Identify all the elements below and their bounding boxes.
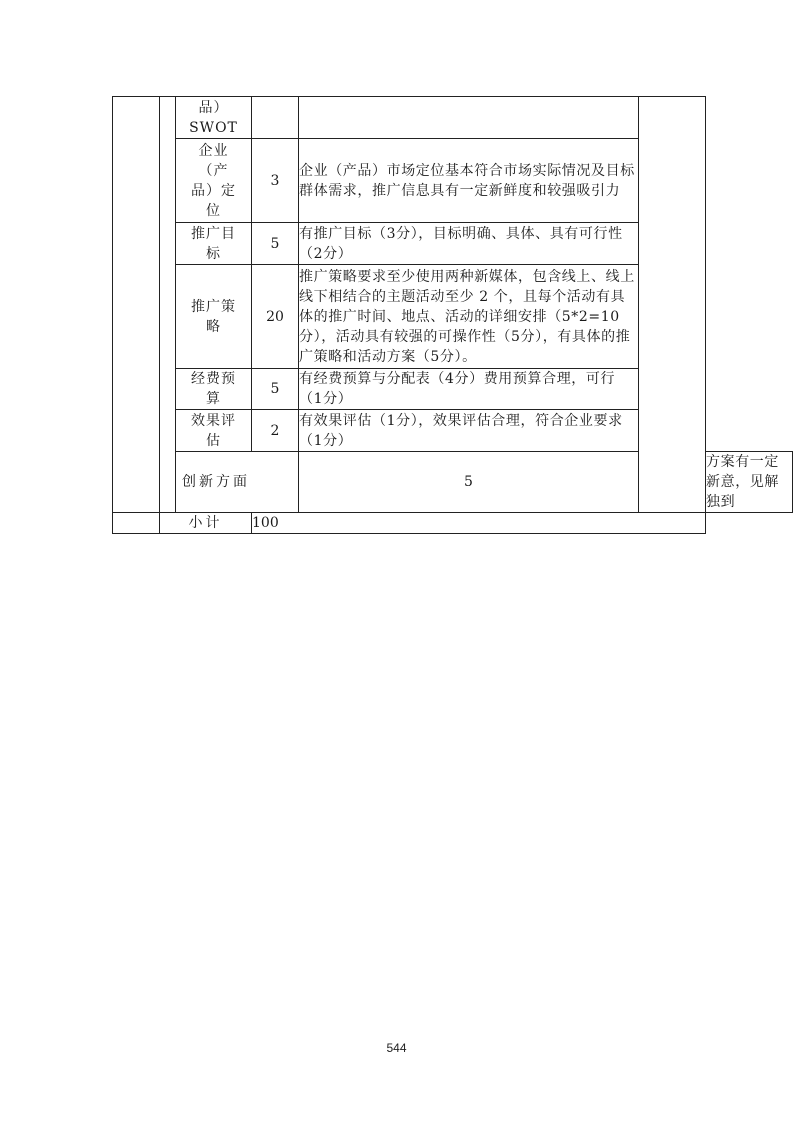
table-row (113, 97, 793, 139)
score-cell: 5 (252, 369, 299, 410)
page-number: 544 (386, 1041, 407, 1055)
subtotal-value: 100 (252, 513, 706, 534)
score-cell: 2 (252, 410, 299, 452)
innovation-description: 方案有一定新意，见解独到 (706, 452, 793, 513)
description-cell: 有效果评估（1分），效果评估合理，符合企业要求（1分） (299, 410, 639, 452)
score-cell (252, 97, 299, 139)
item-goal (176, 223, 252, 265)
item-label: 推广目 标 (191, 225, 236, 262)
innovation-score: 5 (299, 452, 639, 513)
item-label: 推广策 略 (191, 298, 236, 335)
item-positioning (176, 139, 252, 223)
remark-cell (639, 97, 706, 513)
innovation-label: 创新方面 (176, 452, 299, 513)
description-cell: 企业（产品）市场定位基本符合市场实际情况及目标群体需求，推广信息具有一定新鲜度和较强吸引力 (299, 139, 639, 223)
score-cell: 3 (252, 139, 299, 223)
description-cell: 推广策略要求至少使用两种新媒体，包含线上、线上线下相结合的主题活动至少 2 个，且每个活动有具体的推广时间、地点、活动的详细安排（5*2=10分），活动具有较强的可操作性（5分），有具体的推广策略和活动方案（5分）。 (299, 265, 639, 369)
description-cell: 有经费预算与分配表（4分）费用预算合理，可行（1分） (299, 369, 639, 410)
item-swot (176, 97, 252, 139)
item-label: 品） SWOT (189, 99, 238, 136)
item-label: 经费预 算 (191, 371, 236, 407)
score-cell: 5 (252, 223, 299, 265)
item-evaluation (176, 410, 252, 452)
item-label: 企业 （产 品）定 位 (191, 142, 236, 219)
subtotal-row (113, 513, 793, 534)
subtotal-label: 小计 (160, 513, 252, 534)
description-cell: 有推广目标（3分），目标明确、具体、具有可行性（2分） (299, 223, 639, 265)
description-cell (299, 97, 639, 139)
score-cell: 20 (252, 265, 299, 369)
category-cell (113, 97, 160, 513)
scoring-table (112, 96, 793, 534)
item-label: 效果评 估 (191, 412, 236, 449)
subtotal-blank-cell (113, 513, 160, 534)
item-strategy (176, 265, 252, 369)
subcategory-cell (160, 97, 176, 513)
item-budget (176, 369, 252, 410)
